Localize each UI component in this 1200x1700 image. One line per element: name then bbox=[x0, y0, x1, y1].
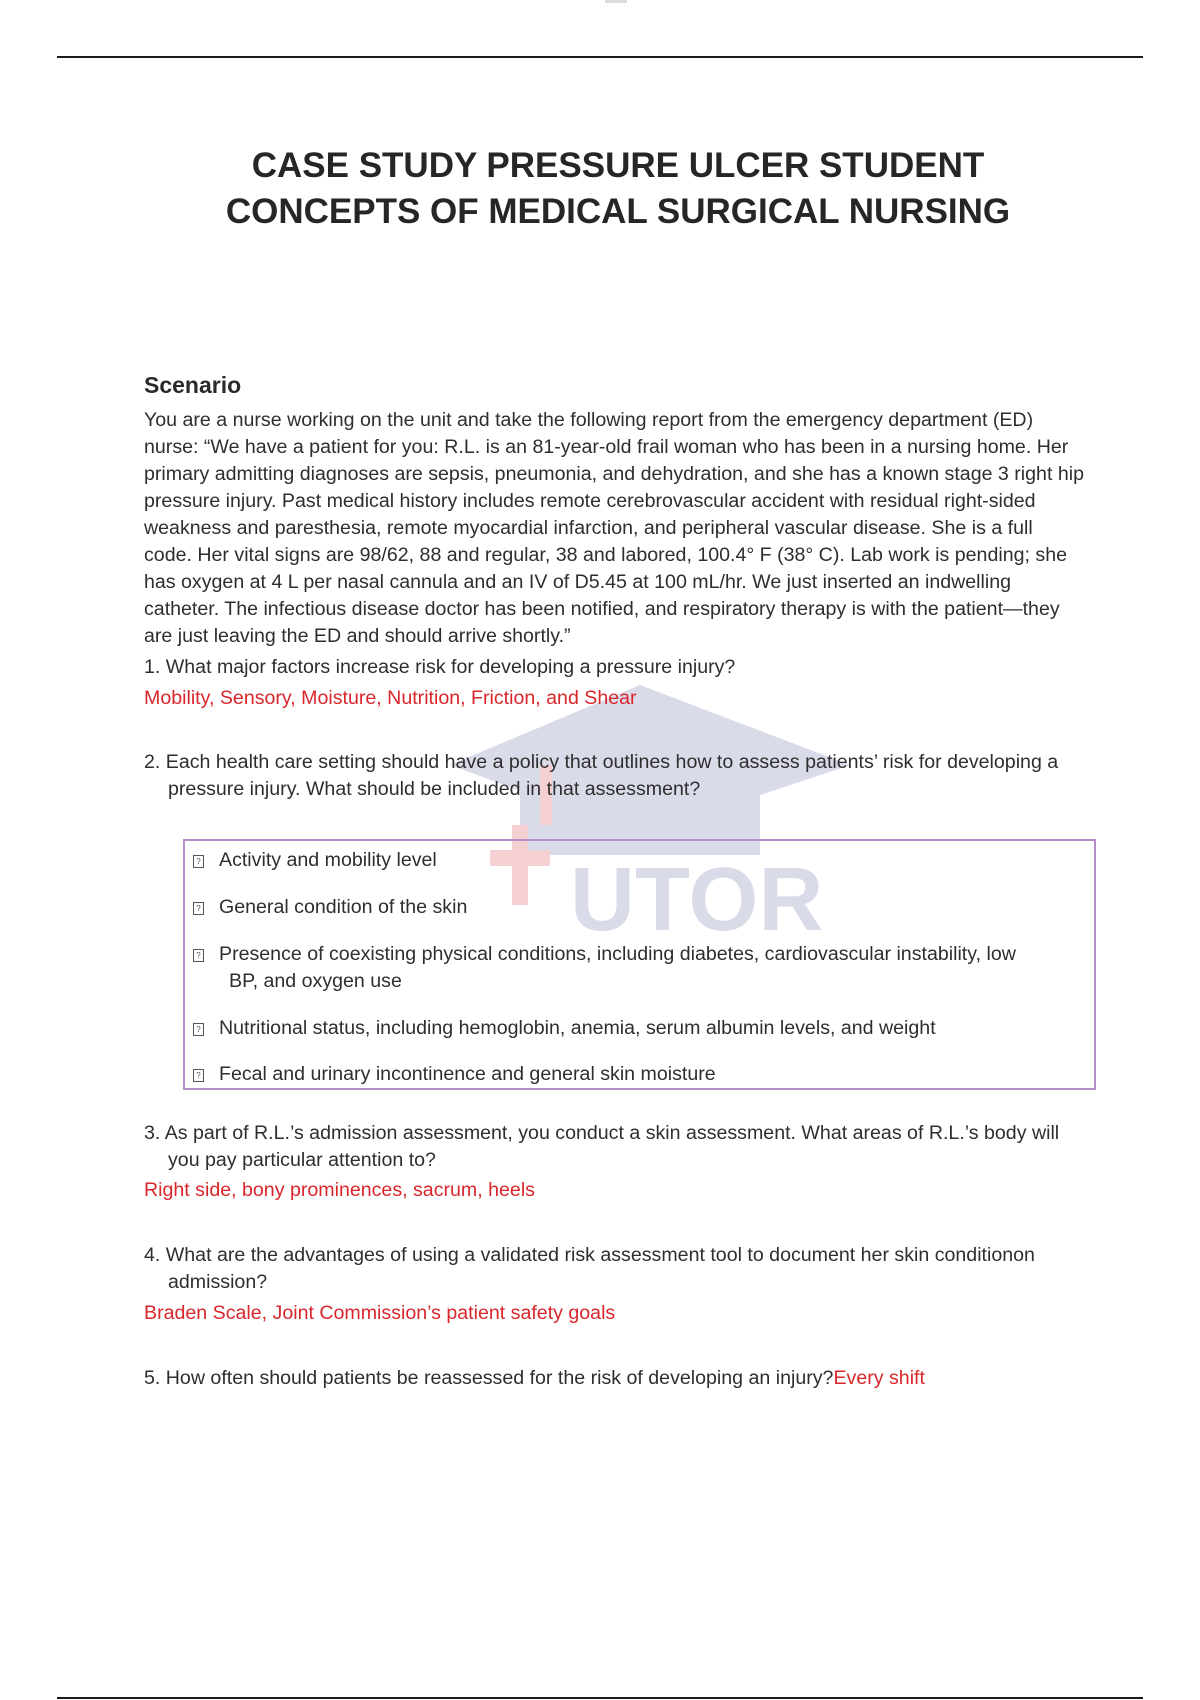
question-5-text: 5. How often should patients be reassessed for the risk of developing an injury? bbox=[144, 1367, 834, 1389]
question-1: 1. What major factors increase risk for developing a pressure injury? bbox=[144, 656, 736, 678]
scenario-heading: Scenario bbox=[144, 372, 242, 398]
bullet-icon: ? bbox=[193, 902, 204, 915]
question-4: 4. What are the advantages of using a validated risk assessment tool to document her skin conditionon admission? bbox=[144, 1244, 1035, 1293]
watermark-text: UTOR bbox=[570, 850, 824, 950]
answer-3: Right side, bony prominences, sacrum, heels bbox=[144, 1179, 535, 1201]
assessment-item bbox=[193, 941, 1093, 995]
title-line-2: CONCEPTS OF MEDICAL SURGICAL NURSING bbox=[225, 192, 1011, 231]
answer-1: Mobility, Sensory, Moisture, Nutrition, Friction, and Shear bbox=[144, 687, 637, 709]
page-top-mark bbox=[605, 0, 627, 3]
document-body-continued bbox=[144, 1120, 1084, 1392]
question-5 bbox=[144, 1365, 1084, 1392]
assessment-item bbox=[193, 847, 437, 874]
footer-rule bbox=[57, 1697, 1143, 1699]
assessment-list-box bbox=[183, 839, 1096, 1090]
scenario-text: You are a nurse working on the unit and take the following report from the emergency department (ED) nurse: “We have a patient for you: R.L. is an 81-year-old frail woman who has been in a nursing home. Her primary admitting diagnoses are sepsis, pneumonia, and dehydration, and she has a known stage 3 right hip pressure injury. Past medical history includes remote cerebrovascular accident with residual right-sided weakness and paresthesia, remote myocardial infarction, and peripheral vascular disease. She is a full code. Her vital signs are 98/62, 88 and regular, 38 and labored, 100.4° F (38° C). Lab work is pending; she has oxygen at 4 L per nasal cannula and an IV of D5.45 at 100 mL/hr. We just inserted an indwelling catheter. The infectious disease doctor has been notified, and respiratory therapy is with the patient—they are just leaving the ED and should arrive shortly.” bbox=[144, 409, 1084, 647]
assessment-item-text: Fecal and urinary incontinence and general skin moisture bbox=[219, 1063, 716, 1085]
answer-4: Braden Scale, Joint Commission’s patient safety goals bbox=[144, 1302, 616, 1324]
title-line-1: CASE STUDY PRESSURE ULCER STUDENT bbox=[251, 146, 985, 185]
assessment-item bbox=[193, 894, 467, 921]
bullet-icon: ? bbox=[193, 949, 204, 962]
assessment-item-text: Presence of coexisting physical conditions, including diabetes, cardiovascular instability, low bbox=[219, 943, 1016, 965]
assessment-item-text: Activity and mobility level bbox=[219, 849, 437, 871]
assessment-item bbox=[193, 1061, 716, 1088]
document-title bbox=[0, 143, 1200, 235]
assessment-item-text: Nutritional status, including hemoglobin, anemia, serum albumin levels, and weight bbox=[219, 1017, 936, 1039]
bullet-icon: ? bbox=[193, 855, 204, 868]
header-rule bbox=[57, 56, 1143, 58]
question-3: 3. As part of R.L.’s admission assessment, you conduct a skin assessment. What areas of R.L.’s body will you pay particular attention to? bbox=[144, 1122, 1060, 1171]
assessment-item-text: General condition of the skin bbox=[219, 896, 468, 918]
bullet-icon: ? bbox=[193, 1023, 204, 1036]
answer-5: Every shift bbox=[833, 1367, 925, 1389]
assessment-item bbox=[193, 1015, 936, 1042]
document-body bbox=[144, 369, 1084, 803]
question-2: 2. Each health care setting should have a policy that outlines how to assess patients’ risk for developing a pressure injury. What should be included in that assessment? bbox=[144, 751, 1059, 800]
assessment-item-text-continued: BP, and oxygen use bbox=[229, 970, 402, 992]
bullet-icon: ? bbox=[193, 1069, 204, 1082]
